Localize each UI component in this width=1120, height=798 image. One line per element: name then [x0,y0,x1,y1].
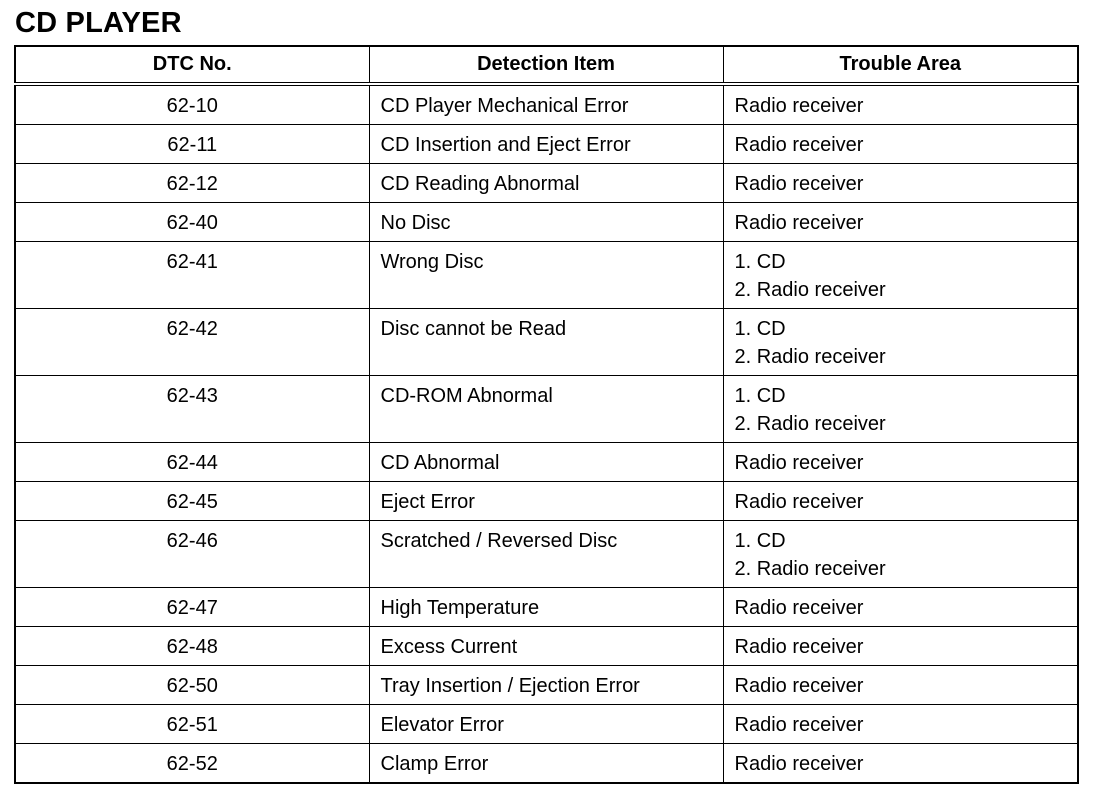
trouble-area-line: Radio receiver [734,753,864,775]
trouble-area-line: 2. Radio receiver [734,346,886,368]
dtc-code-cell: 62-43 [15,376,369,443]
trouble-area-line: 1. CD [734,318,786,340]
trouble-area-cell [723,744,1078,784]
detection-item-cell: CD Insertion and Eject Error [369,125,723,164]
table-row [15,666,1078,705]
dtc-code-cell: 62-44 [15,443,369,482]
trouble-area-cell [723,627,1078,666]
trouble-area-line: Radio receiver [734,675,864,697]
trouble-area-line: Radio receiver [734,452,864,474]
trouble-area-line: 2. Radio receiver [734,279,886,301]
trouble-area-cell [723,203,1078,242]
dtc-code-cell: 62-40 [15,203,369,242]
table-row [15,203,1078,242]
detection-item-cell: Eject Error [369,482,723,521]
trouble-area-line: Radio receiver [734,134,864,156]
trouble-area-cell [723,376,1078,443]
dtc-code-cell: 62-48 [15,627,369,666]
dtc-code-cell: 62-52 [15,744,369,784]
trouble-area-cell [723,84,1078,125]
dtc-table [14,45,1079,784]
table-row [15,627,1078,666]
detection-item-cell: CD Reading Abnormal [369,164,723,203]
detection-item-cell: Excess Current [369,627,723,666]
trouble-area-cell [723,164,1078,203]
table-row [15,443,1078,482]
dtc-code-cell: 62-12 [15,164,369,203]
trouble-area-cell [723,521,1078,588]
trouble-area-cell [723,705,1078,744]
trouble-area-line: Radio receiver [734,95,864,117]
detection-item-cell: High Temperature [369,588,723,627]
detection-item-cell: Wrong Disc [369,242,723,309]
detection-item-cell: CD Abnormal [369,443,723,482]
trouble-area-cell [723,242,1078,309]
table-header-row [15,46,1078,84]
trouble-area-cell [723,125,1078,164]
trouble-area-line: Radio receiver [734,714,864,736]
detection-item-cell: No Disc [369,203,723,242]
trouble-area-line: 2. Radio receiver [734,413,886,435]
detection-item-cell: Scratched / Reversed Disc [369,521,723,588]
column-header-trouble-area: Trouble Area [723,46,1078,84]
detection-item-cell: Clamp Error [369,744,723,784]
detection-item-cell: CD Player Mechanical Error [369,84,723,125]
trouble-area-cell [723,443,1078,482]
dtc-code-cell: 62-45 [15,482,369,521]
table-row [15,164,1078,203]
detection-item-cell: CD-ROM Abnormal [369,376,723,443]
trouble-area-cell [723,482,1078,521]
column-header-detection-item: Detection Item [369,46,723,84]
dtc-code-cell: 62-10 [15,84,369,125]
dtc-code-cell: 62-42 [15,309,369,376]
detection-item-cell: Tray Insertion / Ejection Error [369,666,723,705]
trouble-area-line: Radio receiver [734,636,864,658]
trouble-area-line: 2. Radio receiver [734,558,886,580]
detection-item-cell: Elevator Error [369,705,723,744]
table-row [15,744,1078,784]
dtc-code-cell: 62-41 [15,242,369,309]
trouble-area-line: 1. CD [734,530,786,552]
trouble-area-line: 1. CD [734,251,786,273]
table-row [15,84,1078,125]
detection-item-cell: Disc cannot be Read [369,309,723,376]
table-row [15,482,1078,521]
table-row [15,705,1078,744]
trouble-area-line: 1. CD [734,385,786,407]
trouble-area-line: Radio receiver [734,212,864,234]
column-header-dtc: DTC No. [15,46,369,84]
table-body [15,84,1078,783]
dtc-code-cell: 62-50 [15,666,369,705]
trouble-area-line: Radio receiver [734,597,864,619]
table-row [15,242,1078,309]
trouble-area-cell [723,309,1078,376]
trouble-area-cell [723,588,1078,627]
dtc-code-cell: 62-11 [15,125,369,164]
dtc-code-cell: 62-51 [15,705,369,744]
trouble-area-cell [723,666,1078,705]
table-row [15,588,1078,627]
trouble-area-line: Radio receiver [734,173,864,195]
trouble-area-line: Radio receiver [734,491,864,513]
dtc-code-cell: 62-47 [15,588,369,627]
table-row [15,125,1078,164]
page-title: CD PLAYER [15,7,182,39]
table-row [15,309,1078,376]
dtc-code-cell: 62-46 [15,521,369,588]
table-row [15,521,1078,588]
table-row [15,376,1078,443]
